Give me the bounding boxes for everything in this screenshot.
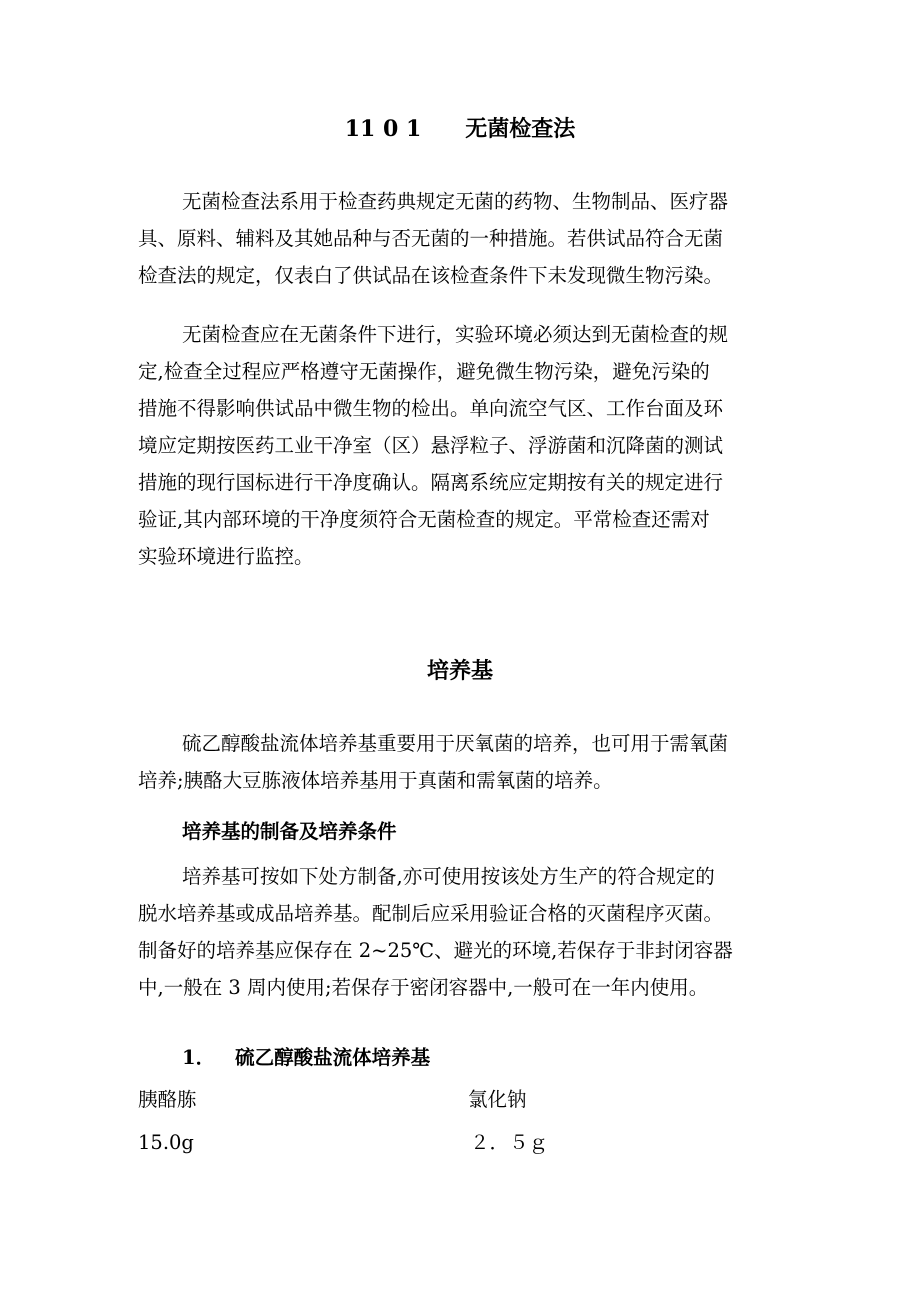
paragraph-line: 无菌检查法系用于检查药典规定无菌的药物、生物制品、医疗器 (182, 190, 729, 213)
paragraph-line: 制备好的培养基应保存在 2~25℃、避光的环境,若保存于非封闭容器 (138, 939, 733, 962)
paragraph-line: 培养;胰酪大豆胨液体培养基用于真菌和需氧菌的培养。 (138, 769, 613, 792)
intro-paragraph (138, 183, 798, 294)
paragraph-line: 检查法的规定，仅表白了供试品在该检查条件下未发现微生物污染。 (138, 264, 724, 287)
paragraph-line: 措施的现行国标进行干净度确认。隔离系统应定期按有关的规定进行 (138, 471, 724, 494)
paragraph-line: 验证,其内部环境的干净度须符合无菌检查的规定。平常检查还需对 (138, 508, 710, 531)
ingredient-name: 胰酪胨 (138, 1088, 197, 1111)
environment-paragraph (138, 316, 798, 575)
paragraph-line: 培养基可按如下处方制备,亦可使用按该处方生产的符合规定的 (182, 865, 715, 888)
paragraph-line: 具、原料、辅料及其她品种与否无菌的一种措施。若供试品符合无菌 (138, 227, 724, 250)
document-title (0, 112, 920, 146)
paragraph-line: 境应定期按医药工业干净室（区）悬浮粒子、浮游菌和沉降菌的测试 (138, 434, 724, 457)
media-paragraph (138, 725, 798, 799)
item-name: 硫乙醇酸盐流体培养基 (235, 1046, 431, 1069)
title-text: 无菌检查法 (465, 116, 576, 142)
paragraph-line: 无菌检查应在无菌条件下进行，实验环境必须达到无菌检查的规 (182, 323, 729, 346)
title-number: 11 0 1 (344, 116, 422, 142)
subheading-preparation: 培养基的制备及培养条件 (182, 820, 397, 843)
item-index: 1． (182, 1046, 216, 1069)
ingredient-name: 氯化钠 (468, 1088, 527, 1111)
preparation-paragraph (138, 858, 798, 1006)
paragraph-line: 措施不得影响供试品中微生物的检出。单向流空气区、工作台面及环 (138, 397, 724, 420)
ingredient-amount: 15.0g (138, 1131, 194, 1154)
ingredient-amount: ２．５ｇ (470, 1131, 549, 1154)
paragraph-line: 中,一般在 3 周内使用;若保存于密闭容器中,一般可在一年内使用。 (138, 976, 709, 999)
item-heading (182, 1041, 430, 1075)
paragraph-line: 硫乙醇酸盐流体培养基重要用于厌氧菌的培养，也可用于需氧菌 (182, 732, 729, 755)
paragraph-line: 实验环境进行监控。 (138, 545, 314, 568)
paragraph-line: 脱水培养基或成品培养基。配制后应采用验证合格的灭菌程序灭菌。 (138, 902, 724, 925)
section-heading-media: 培养基 (426, 658, 493, 684)
paragraph-line: 定,检查全过程应严格遵守无菌操作，避免微生物污染，避免污染的 (138, 360, 710, 383)
